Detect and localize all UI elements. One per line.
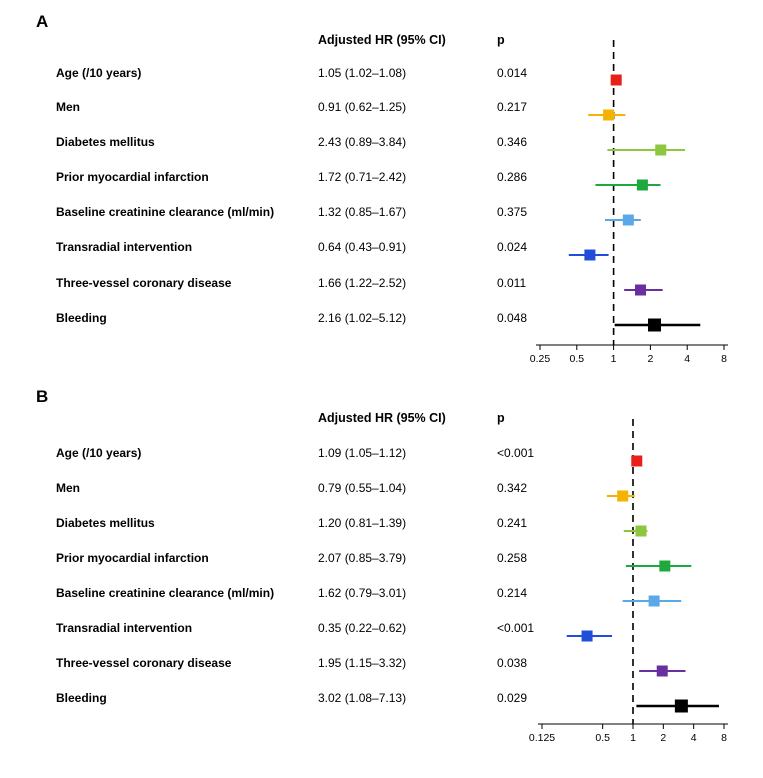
row-hr-value: 1.09 (1.05–1.12) bbox=[318, 446, 407, 460]
row-label: Diabetes mellitus bbox=[56, 135, 155, 149]
row-p-value: 0.241 bbox=[497, 516, 528, 530]
row-p-value: 0.029 bbox=[497, 691, 528, 705]
column-header-hr-b: Adjusted HR (95% CI) bbox=[318, 411, 446, 425]
row-p-value: 0.286 bbox=[497, 170, 528, 184]
row-label: Diabetes mellitus bbox=[56, 516, 155, 530]
row-hr-value: 0.35 (0.22–0.62) bbox=[318, 621, 407, 635]
row-p-value: 0.342 bbox=[497, 481, 528, 495]
row-hr-value: 1.66 (1.22–2.52) bbox=[318, 276, 407, 290]
row-hr-value: 1.95 (1.15–3.32) bbox=[318, 656, 407, 670]
row-p-value: 0.375 bbox=[497, 205, 528, 219]
svg-text:1: 1 bbox=[630, 732, 636, 744]
row-p-value: <0.001 bbox=[497, 446, 535, 460]
svg-text:4: 4 bbox=[684, 353, 691, 365]
row-label: Age (/10 years) bbox=[56, 446, 142, 460]
row-p-value: 0.214 bbox=[497, 586, 528, 600]
row-p-value: 0.048 bbox=[497, 311, 528, 325]
row-hr-value: 2.16 (1.02–5.12) bbox=[318, 311, 407, 325]
row-label: Transradial intervention bbox=[56, 240, 193, 254]
svg-text:0.5: 0.5 bbox=[595, 732, 610, 744]
svg-text:2: 2 bbox=[660, 732, 667, 744]
row-label: Three-vessel coronary disease bbox=[56, 656, 232, 670]
row-p-value: <0.001 bbox=[497, 621, 535, 635]
row-hr-value: 1.20 (0.81–1.39) bbox=[318, 516, 407, 530]
svg-text:0.25: 0.25 bbox=[529, 353, 551, 365]
row-hr-value: 2.07 (0.85–3.79) bbox=[318, 551, 407, 565]
svg-text:4: 4 bbox=[690, 732, 697, 744]
column-header-hr-a: Adjusted HR (95% CI) bbox=[318, 33, 446, 47]
row-hr-value: 1.72 (0.71–2.42) bbox=[318, 170, 407, 184]
svg-text:8: 8 bbox=[721, 732, 727, 744]
column-header-p-b: p bbox=[497, 411, 505, 425]
row-label: Transradial intervention bbox=[56, 621, 193, 635]
panel-letter-a: A bbox=[36, 12, 49, 31]
row-hr-value: 1.05 (1.02–1.08) bbox=[318, 66, 407, 80]
row-label: Bleeding bbox=[56, 691, 107, 705]
forest-plot-graphic-b bbox=[528, 419, 736, 749]
svg-text:0.125: 0.125 bbox=[528, 732, 556, 744]
row-hr-value: 0.79 (0.55–1.04) bbox=[318, 481, 407, 495]
row-label: Men bbox=[56, 481, 80, 495]
row-hr-value: 0.64 (0.43–0.91) bbox=[318, 240, 407, 254]
row-p-value: 0.011 bbox=[497, 276, 527, 290]
row-label: Prior myocardial infarction bbox=[56, 170, 209, 184]
row-p-value: 0.258 bbox=[497, 551, 528, 565]
row-label: Men bbox=[56, 100, 80, 114]
row-p-value: 0.038 bbox=[497, 656, 528, 670]
row-hr-value: 3.02 (1.08–7.13) bbox=[318, 691, 407, 705]
panel-letter-b: B bbox=[36, 387, 49, 406]
row-hr-value: 2.43 (0.89–3.84) bbox=[318, 135, 407, 149]
svg-text:2: 2 bbox=[647, 353, 654, 365]
row-p-value: 0.217 bbox=[497, 100, 528, 114]
row-label: Age (/10 years) bbox=[56, 66, 142, 80]
row-p-value: 0.024 bbox=[497, 240, 528, 254]
svg-text:1: 1 bbox=[610, 353, 617, 365]
row-label: Baseline creatinine clearance (ml/min) bbox=[56, 586, 275, 600]
svg-text:8: 8 bbox=[721, 353, 727, 365]
column-header-p-a: p bbox=[497, 33, 505, 47]
row-p-value: 0.346 bbox=[497, 135, 528, 149]
row-label: Prior myocardial infarction bbox=[56, 551, 209, 565]
row-hr-value: 1.32 (0.85–1.67) bbox=[318, 205, 407, 219]
row-p-value: 0.014 bbox=[497, 66, 528, 80]
row-hr-value: 1.62 (0.79–3.01) bbox=[318, 586, 407, 600]
forest-plot-graphic-a bbox=[528, 40, 736, 370]
row-label: Baseline creatinine clearance (ml/min) bbox=[56, 205, 275, 219]
row-hr-value: 0.91 (0.62–1.25) bbox=[318, 100, 407, 114]
forest-plot-panel-b bbox=[0, 389, 763, 778]
svg-text:0.5: 0.5 bbox=[569, 353, 585, 365]
row-label: Three-vessel coronary disease bbox=[56, 276, 232, 290]
row-label: Bleeding bbox=[56, 311, 107, 325]
